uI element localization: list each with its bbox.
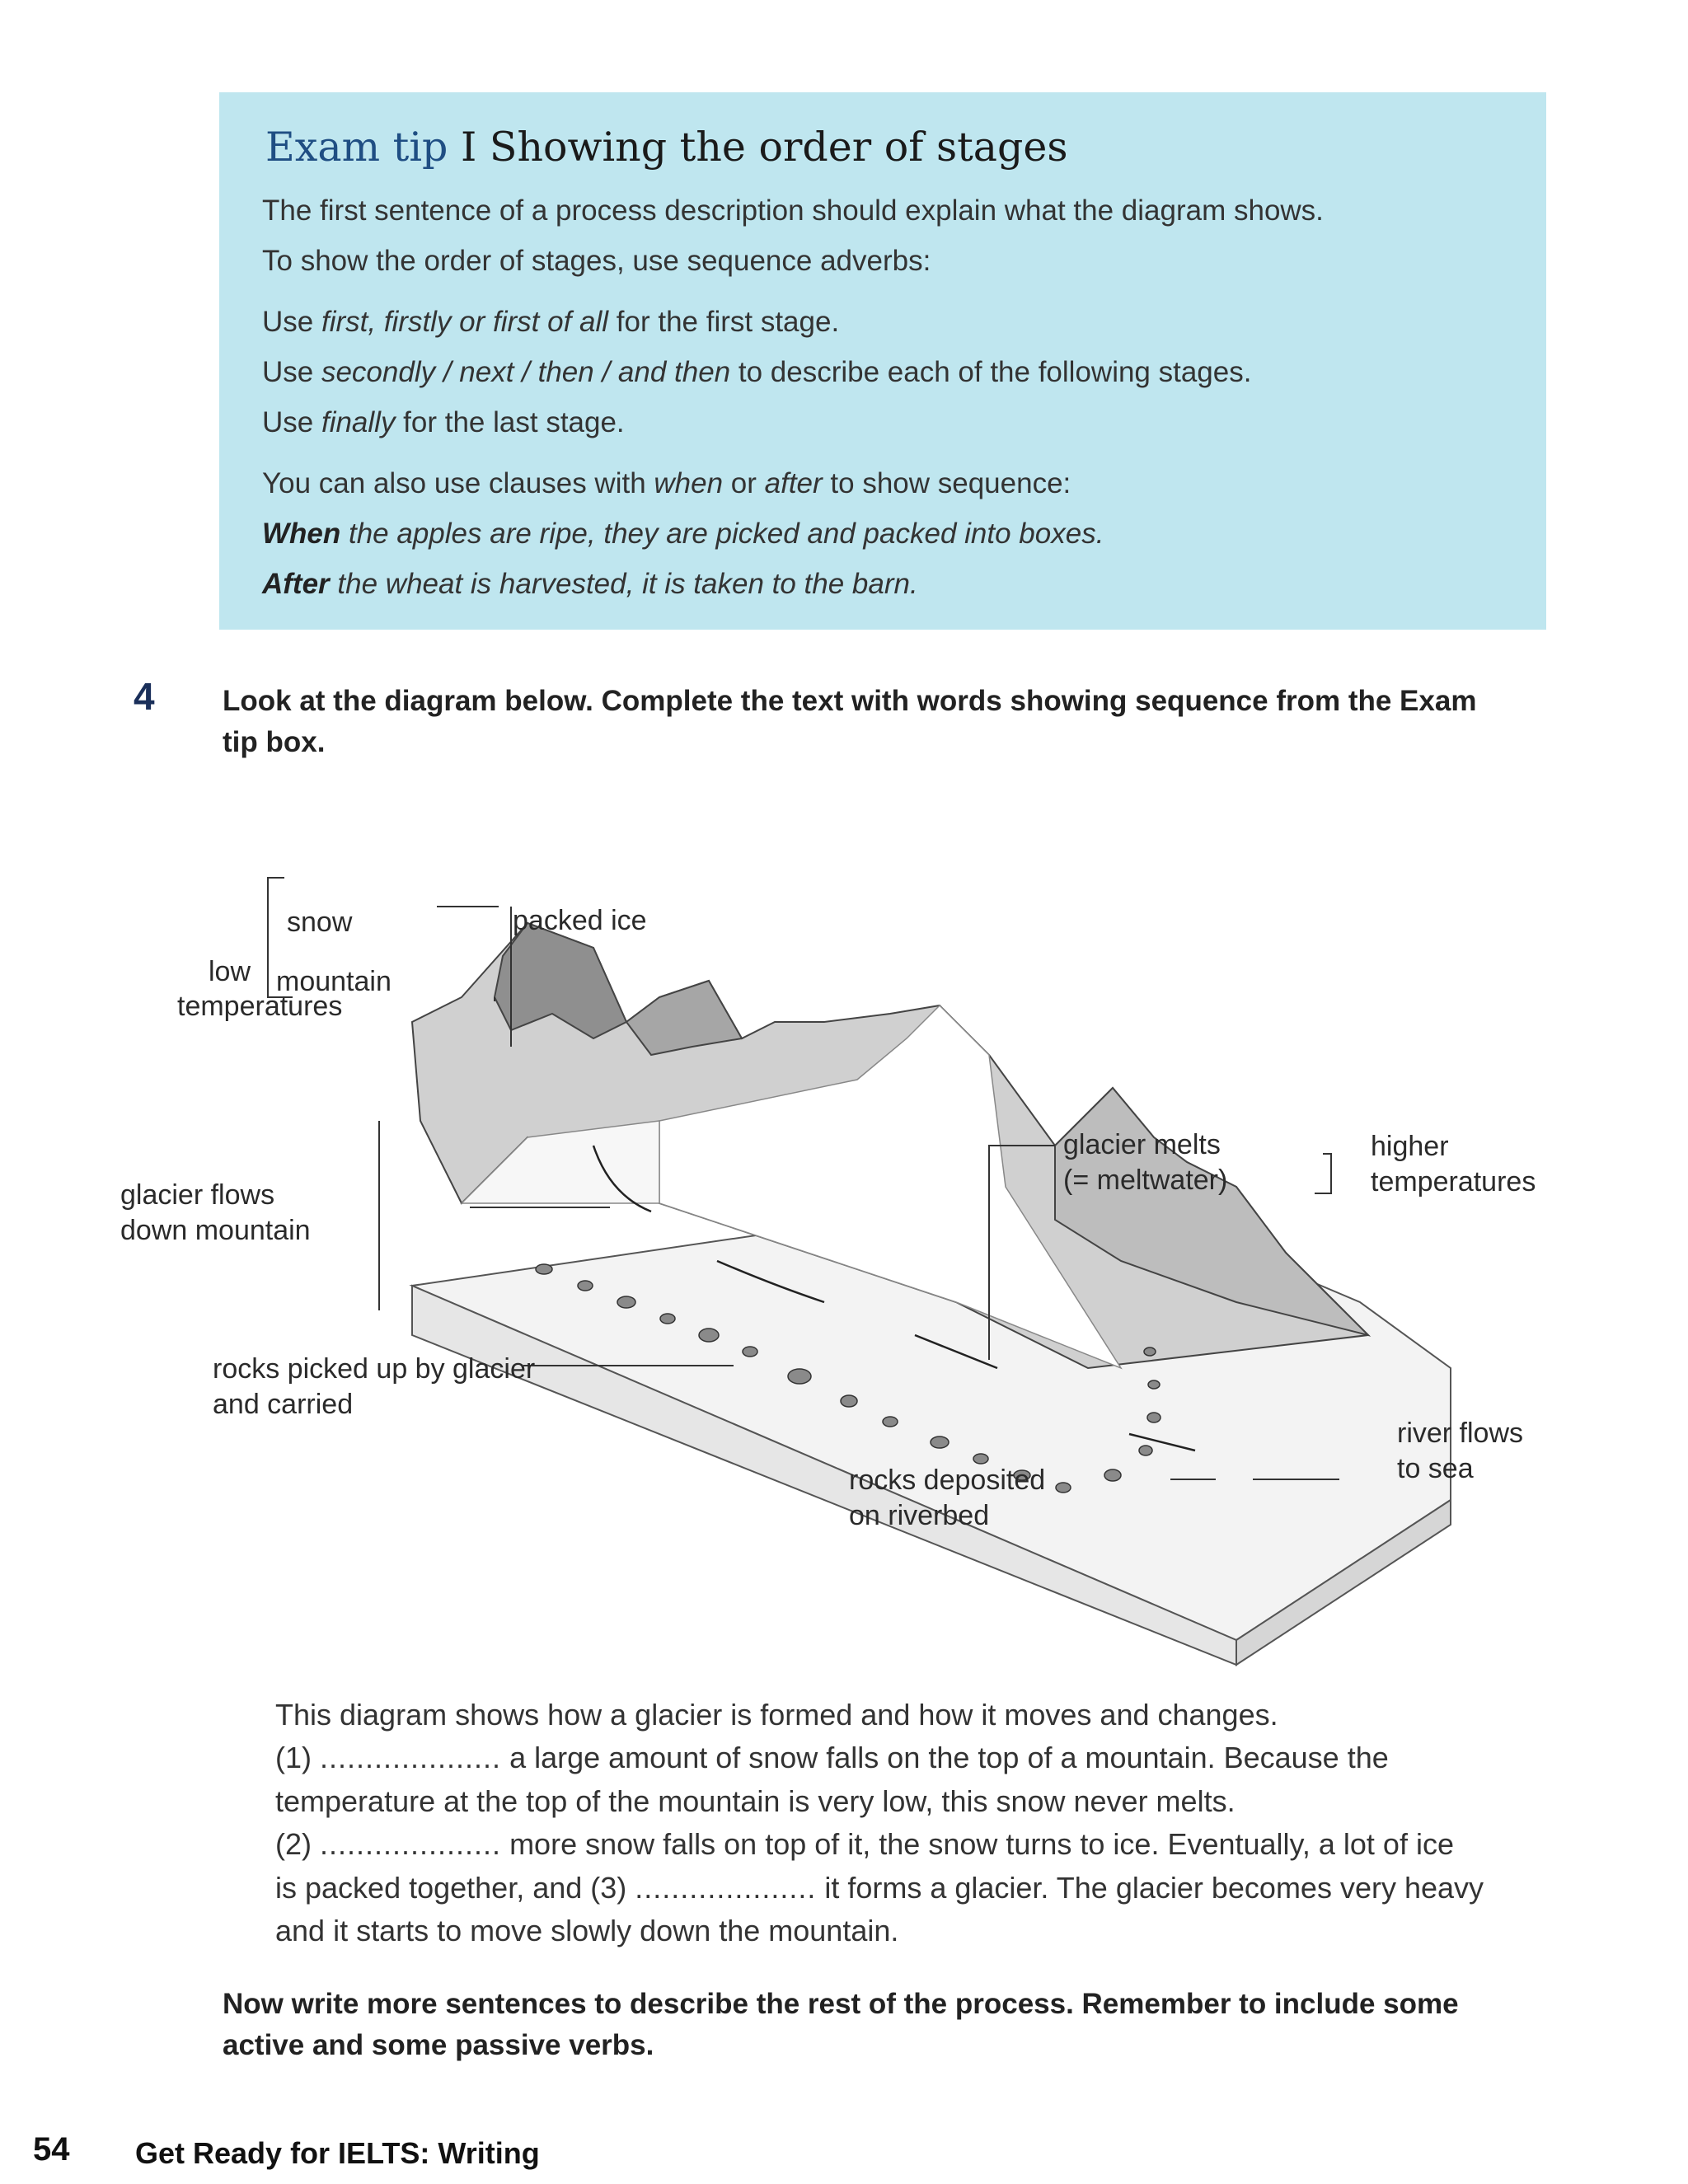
label-higher-temperatures: temperatures xyxy=(1371,1166,1536,1197)
task-line-1: Now write more sentences to describe the rest of the process. Remember to include some xyxy=(223,1988,1459,2020)
label-low: low xyxy=(209,956,251,987)
label-glacier-flows: glacier flows xyxy=(120,1179,275,1211)
label-higher: higher xyxy=(1371,1131,1449,1162)
task-line-2: active and some passive verbs. xyxy=(223,2029,654,2061)
tip-example-1: When the apples are ripe, they are picked and packed into boxes. xyxy=(262,518,1104,550)
text-line-3: temperature at the top of the mountain is very low, this snow never melts. xyxy=(275,1784,1236,1818)
label-rocks-deposited: rocks deposited xyxy=(849,1465,1046,1496)
tip-example-2: After the wheat is harvested, it is taken to the barn. xyxy=(262,568,918,600)
exam-tip-separator: I xyxy=(460,124,477,171)
label-meltwater: (= meltwater) xyxy=(1063,1165,1228,1196)
exam-tip-label: Exam tip xyxy=(265,124,448,171)
question-instruction-2: tip box. xyxy=(223,726,326,758)
text-line-2: (1) .................... a large amount of snow falls on the top of a mountain. Because the xyxy=(275,1741,1389,1774)
book-title: Get Ready for IELTS: Writing xyxy=(135,2136,540,2170)
tip-line-6: You can also use clauses with when or after to show sequence: xyxy=(262,467,1071,499)
label-river-flows: river flows xyxy=(1397,1418,1524,1449)
tip-line-5: Use finally for the last stage. xyxy=(262,406,625,438)
page-number: 54 xyxy=(33,2131,70,2168)
glacier-diagram xyxy=(120,874,1566,1665)
exam-tip-title xyxy=(265,124,1068,171)
label-temperatures: temperatures xyxy=(177,991,343,1022)
label-and-carried: and carried xyxy=(213,1389,354,1420)
label-down-mountain: down mountain xyxy=(120,1215,311,1246)
label-packed-ice: packed ice xyxy=(513,905,647,936)
label-on-riverbed: on riverbed xyxy=(849,1500,990,1531)
label-snow: snow xyxy=(287,907,353,938)
tip-line-1: The first sentence of a process description should explain what the diagram shows. xyxy=(262,194,1324,227)
tip-line-4: Use secondly / next / then / and then to describe each of the following stages. xyxy=(262,356,1252,388)
text-line-5: is packed together, and (3) .................... it forms a glacier. The glacier becomes very heavy xyxy=(275,1871,1484,1905)
label-rocks-picked: rocks picked up by glacier xyxy=(213,1353,536,1385)
question-number: 4 xyxy=(134,675,155,718)
tip-line-3: Use first, firstly or first of all for the first stage. xyxy=(262,306,840,338)
label-mountain: mountain xyxy=(276,966,392,997)
text-line-6: and it starts to move slowly down the mountain. xyxy=(275,1914,899,1947)
label-to-sea: to sea xyxy=(1397,1453,1474,1484)
question-instruction-1: Look at the diagram below. Complete the text with words showing sequence from the Exam xyxy=(223,685,1477,717)
text-line-1: This diagram shows how a glacier is formed and how it moves and changes. xyxy=(275,1698,1278,1732)
text-line-4: (2) .................... more snow falls on top of it, the snow turns to ice. Eventually, a lot of ice xyxy=(275,1827,1454,1861)
tip-line-2: To show the order of stages, use sequence adverbs: xyxy=(262,245,931,277)
label-glacier-melts: glacier melts xyxy=(1063,1129,1221,1160)
exam-tip-heading: Showing the order of stages xyxy=(489,124,1068,171)
